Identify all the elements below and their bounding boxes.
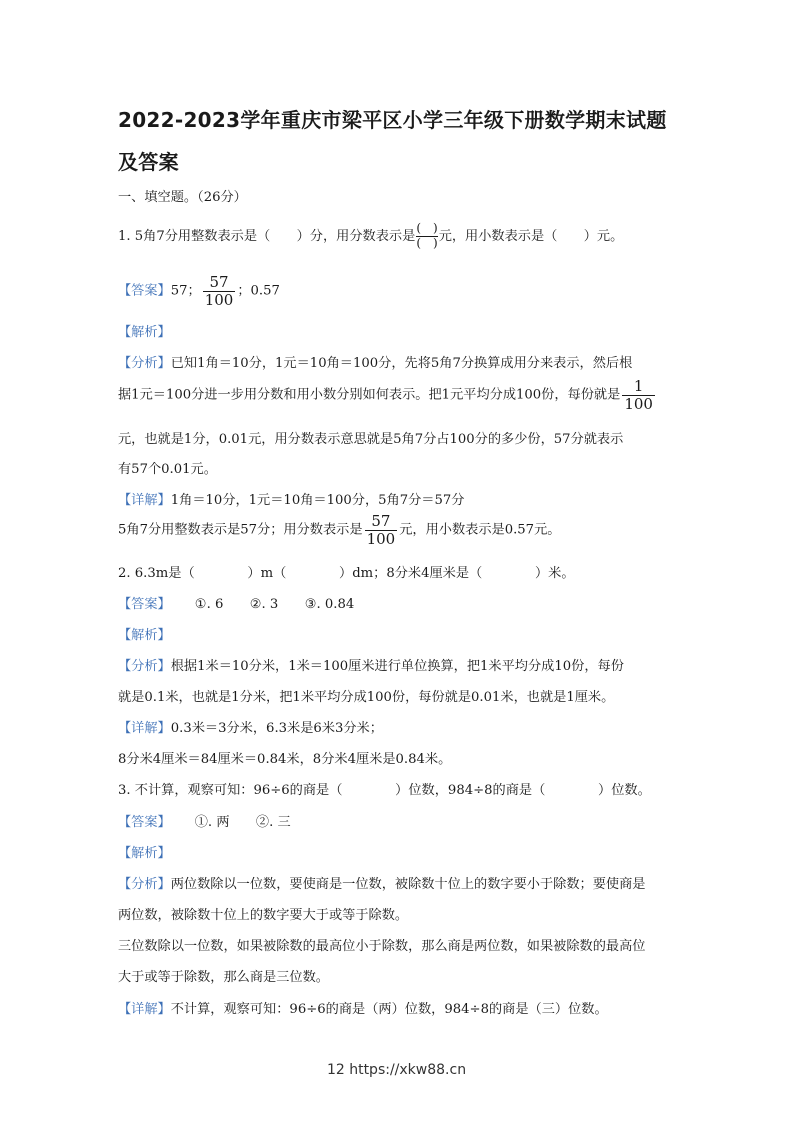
q1-answer — [118, 274, 280, 308]
q1-blank-fraction — [416, 222, 437, 251]
q3-answer-text: ①. 两 ②. 三 — [194, 815, 291, 830]
q1-detail-1 — [118, 489, 464, 508]
q1-fenxi-fraction — [622, 378, 655, 412]
analysis-tag: 【解析】 — [118, 628, 171, 643]
q1-fenxi-3: 元，也就是1分，0.01元，用分数表示意思就是5角7分占100分的多少份，57分就表示 — [118, 432, 624, 447]
q2-stem: 2. 6.3m是（ ）m（ ）dm；8分米4厘米是（ ）米。 — [118, 566, 575, 581]
q1-answer-b: ；0.57 — [237, 283, 280, 299]
q1-fenxi-4: 有57个0.01元。 — [118, 462, 217, 477]
q1-fenxi-denominator: 100 — [624, 394, 653, 413]
q3-fenxi-1 — [118, 873, 646, 892]
q2-answer-text: ①. 6 ②. 3 ③. 0.84 — [194, 597, 355, 612]
q3-detail-text: 不计算，观察可知：96÷6的商是（两）位数，984÷8的商是（三）位数。 — [170, 1002, 608, 1017]
q1-detail-text-2b: 元，用小数表示是0.57元。 — [399, 522, 561, 538]
fenxi-tag: 【分析】 — [118, 659, 171, 674]
q1-blank-denominator: ( ) — [416, 235, 438, 250]
q1-stem — [118, 222, 623, 251]
q3-paragraph-4: 大于或等于除数，那么商是三位数。 — [118, 970, 329, 985]
q3-answer — [118, 811, 291, 830]
q2-detail-1 — [118, 717, 383, 736]
page-footer: 12 https://xkw88.cn — [326, 1062, 467, 1078]
section-heading: 一、填空题。（26分） — [118, 190, 247, 205]
q1-answer-a: 57； — [170, 283, 201, 299]
page-title-line1: 2022-2023学年重庆市梁平区小学三年级下册数学期末试题 — [118, 108, 667, 132]
q1-fenxi-text-1: 已知1角＝10分，1元＝10角＝100分，先将5角7分换算成用分来表示，然后根 — [170, 356, 633, 371]
detail-tag: 【详解】 — [118, 1002, 171, 1017]
fenxi-tag: 【分析】 — [118, 877, 171, 892]
q3-analysis-tag — [118, 842, 171, 861]
q2-detail-text-1: 0.3米＝3分米，6.3米是6米3分米； — [170, 721, 383, 736]
q2-detail-2: 8分米4厘米＝84厘米＝0.84米，8分米4厘米是0.84米。 — [118, 752, 452, 767]
q1-fenxi-text-2: 据1元＝100分进一步用分数和用小数分别如何表示。把1元平均分成100份，每份就是 — [118, 387, 621, 403]
page-title-line2: 及答案 — [118, 150, 179, 174]
q2-answer — [118, 593, 354, 612]
q1-detail-fraction — [365, 513, 398, 547]
q3-paragraph-3: 三位数除以一位数，如果被除数的最高位小于除数，那么商是两位数，如果被除数的最高位 — [118, 939, 646, 954]
q2-analysis-tag — [118, 624, 171, 643]
q3-fenxi-2: 两位数，被除数十位上的数字要大于或等于除数。 — [118, 908, 409, 923]
q3-detail — [118, 998, 608, 1017]
q1-fenxi-1 — [118, 352, 632, 371]
q1-answer-denominator: 100 — [204, 290, 234, 309]
q1-fenxi-2 — [118, 378, 657, 412]
answer-tag: 【答案】 — [118, 815, 171, 830]
q3-fenxi-text-1: 两位数除以一位数，要使商是一位数，被除数十位上的数字要小于除数；要使商是 — [170, 877, 646, 892]
q1-stem-part-b: 元，用小数表示是（ ）元。 — [438, 228, 624, 244]
q2-fenxi-1 — [118, 655, 624, 674]
detail-tag: 【详解】 — [118, 721, 171, 736]
q1-detail-2 — [118, 513, 560, 547]
q2-fenxi-text-1: 根据1米＝10分米，1米＝100厘米进行单位换算，把1米平均分成10份，每份 — [170, 659, 624, 674]
q1-detail-text-2a: 5角7分用整数表示是57分；用分数表示是 — [118, 522, 363, 538]
q1-stem-part-a: 1. 5角7分用整数表示是（ ）分，用分数表示是 — [118, 228, 416, 244]
q1-detail-numerator: 57 — [365, 513, 398, 531]
q1-blank-numerator: ( ) — [416, 221, 438, 235]
q1-detail-text-1: 1角＝10分，1元＝10角＝100分，5角7分＝57分 — [170, 493, 465, 508]
answer-tag: 【答案】 — [118, 283, 171, 299]
q3-stem: 3. 不计算，观察可知：96÷6的商是（ ）位数，984÷8的商是（ ）位数。 — [118, 783, 651, 798]
analysis-tag: 【解析】 — [118, 846, 171, 861]
answer-tag: 【答案】 — [118, 597, 171, 612]
fenxi-tag: 【分析】 — [118, 356, 171, 371]
analysis-tag: 【解析】 — [118, 325, 171, 340]
q1-detail-denominator: 100 — [366, 529, 396, 548]
q1-answer-fraction — [203, 274, 236, 308]
detail-tag: 【详解】 — [118, 493, 171, 508]
q1-answer-numerator: 57 — [203, 274, 236, 292]
q1-analysis-tag — [118, 321, 171, 340]
q1-fenxi-numerator: 1 — [622, 378, 655, 396]
q2-fenxi-2: 就是0.1米，也就是1分米，把1米平均分成100份，每份就是0.01米，也就是1厘米。 — [118, 690, 615, 705]
